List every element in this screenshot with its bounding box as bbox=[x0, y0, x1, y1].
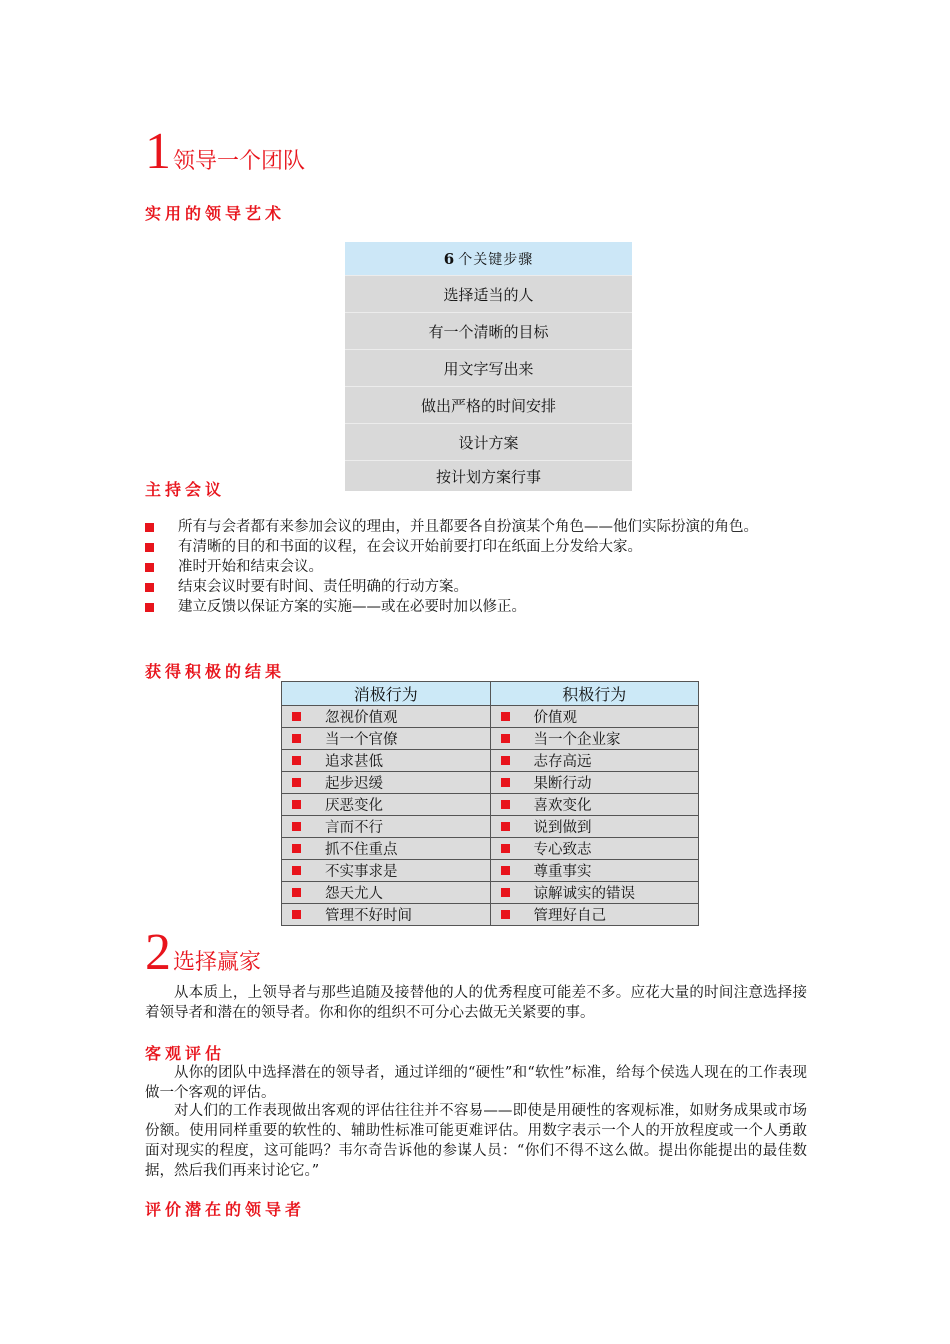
negative-behaviour-cell bbox=[282, 772, 491, 794]
red-square-bullet-icon bbox=[501, 712, 510, 721]
table-row bbox=[282, 750, 699, 772]
red-square-bullet-icon bbox=[501, 910, 510, 919]
step-item: 设计方案 bbox=[345, 423, 632, 460]
red-square-bullet-icon bbox=[145, 583, 154, 592]
behaviour-text: 抓不住重点 bbox=[325, 842, 398, 858]
intro-paragraph: 从本质上，上领导者与那些追随及接替他的人的优秀程度可能差不多。应花大量的时间注意选择接着领导者和潜在的领导者。你和你的组织不可分心去做无关紧要的事。 bbox=[145, 985, 807, 1021]
behaviour-text: 怨天尤人 bbox=[325, 886, 383, 902]
red-square-bullet-icon bbox=[501, 778, 510, 787]
key-steps-title: 个关键步骤 bbox=[458, 251, 534, 268]
negative-behaviour-cell bbox=[282, 706, 491, 728]
red-square-bullet-icon bbox=[501, 888, 510, 897]
table-row bbox=[282, 816, 699, 838]
list-item: 建立反馈以保证方案的实施——或在必要时加以修正。 bbox=[145, 597, 810, 617]
step-item: 按计划方案行事 bbox=[345, 460, 632, 491]
behaviour-text: 当一个官僚 bbox=[325, 732, 398, 748]
table-header-row bbox=[282, 682, 699, 706]
behaviour-text: 管理好自己 bbox=[533, 908, 606, 924]
step-item: 选择适当的人 bbox=[345, 275, 632, 312]
red-square-bullet-icon bbox=[292, 822, 301, 831]
red-square-bullet-icon bbox=[145, 543, 154, 552]
table-row bbox=[282, 860, 699, 882]
behaviour-text: 果断行动 bbox=[533, 776, 592, 792]
table-row bbox=[282, 706, 699, 728]
key-steps-count: 6 bbox=[443, 249, 456, 268]
negative-behaviour-cell bbox=[282, 860, 491, 882]
red-square-bullet-icon bbox=[292, 910, 301, 919]
positive-behaviour-cell bbox=[490, 838, 699, 860]
red-square-bullet-icon bbox=[292, 888, 301, 897]
table-row bbox=[282, 838, 699, 860]
list-item: 结束会议时要有时间、责任明确的行动方案。 bbox=[145, 577, 810, 597]
list-item: 所有与会者都有来参加会议的理由，并且都要各自扮演某个角色——他们实际扮演的角色。 bbox=[145, 517, 810, 537]
behaviour-text: 说到做到 bbox=[533, 820, 592, 836]
behaviour-text: 言而不行 bbox=[325, 820, 383, 836]
subheading-objective-evaluation: 客观评估 bbox=[145, 1044, 226, 1063]
chapter-number: 2 bbox=[145, 924, 171, 981]
negative-behaviour-cell bbox=[282, 750, 491, 772]
positive-behaviour-cell bbox=[490, 706, 699, 728]
key-steps-header bbox=[345, 242, 632, 275]
behaviour-table bbox=[281, 681, 699, 926]
red-square-bullet-icon bbox=[145, 523, 154, 532]
negative-behaviour-cell bbox=[282, 838, 491, 860]
chapter-title: 领导一个团队 bbox=[173, 149, 306, 174]
chapter-title: 选择赢家 bbox=[173, 950, 262, 975]
red-square-bullet-icon bbox=[145, 603, 154, 612]
behaviour-text: 不实事求是 bbox=[325, 864, 398, 880]
behaviour-text: 追求甚低 bbox=[325, 754, 383, 770]
chapter-1-heading bbox=[145, 123, 306, 180]
negative-behaviour-cell bbox=[282, 728, 491, 750]
step-item: 有一个清晰的目标 bbox=[345, 312, 632, 349]
behaviour-text: 志存高远 bbox=[533, 754, 592, 770]
red-square-bullet-icon bbox=[292, 844, 301, 853]
behaviour-table-body bbox=[282, 706, 699, 926]
paragraph: 对人们的工作表现做出客观的评估往往并不容易——即使是用硬性的客观标准，如财务成果或市场份额。使用同样重要的软性的、辅助性标准可能更难评估。用数字表示一个人的开放程度或一个人勇敢面对现实的程度，这可能吗？韦尔奇告诉他的参谋人员：“你们不得不这么做。提出你能提出的最佳数据，然后我们再来讨论它。” bbox=[145, 1103, 807, 1179]
red-square-bullet-icon bbox=[292, 712, 301, 721]
positive-behaviour-cell bbox=[490, 728, 699, 750]
table-row bbox=[282, 904, 699, 926]
chapter-2-heading bbox=[145, 924, 262, 981]
table-row bbox=[282, 882, 699, 904]
positive-behaviour-cell bbox=[490, 860, 699, 882]
subheading-run-meeting: 主持会议 bbox=[145, 480, 226, 499]
behaviour-text: 管理不好时间 bbox=[325, 908, 412, 924]
red-square-bullet-icon bbox=[292, 778, 301, 787]
negative-behaviour-cell bbox=[282, 794, 491, 816]
behaviour-text: 喜欢变化 bbox=[533, 798, 592, 814]
behaviour-text: 起步迟缓 bbox=[325, 776, 383, 792]
negative-behaviour-cell bbox=[282, 882, 491, 904]
red-square-bullet-icon bbox=[501, 866, 510, 875]
paragraph: 从你的团队中选择潜在的领导者，通过详细的“硬性”和“软性”标准，给每个侯选人现在的工作表现做一个客观的评估。 bbox=[145, 1065, 807, 1101]
positive-behaviour-cell bbox=[490, 794, 699, 816]
positive-behaviour-cell bbox=[490, 816, 699, 838]
meeting-points-list bbox=[145, 517, 810, 617]
table-row bbox=[282, 794, 699, 816]
list-item: 准时开始和结束会议。 bbox=[145, 557, 810, 577]
subheading-evaluate-leaders: 评价潜在的领导者 bbox=[145, 1200, 306, 1219]
table-row bbox=[282, 728, 699, 750]
positive-behaviour-cell bbox=[490, 882, 699, 904]
chapter-number: 1 bbox=[145, 123, 171, 180]
red-square-bullet-icon bbox=[292, 734, 301, 743]
behaviour-text: 尊重事实 bbox=[533, 864, 592, 880]
behaviour-text: 专心致志 bbox=[533, 842, 592, 858]
key-steps-box bbox=[345, 242, 632, 491]
step-item: 做出严格的时间安排 bbox=[345, 386, 632, 423]
red-square-bullet-icon bbox=[145, 563, 154, 572]
red-square-bullet-icon bbox=[501, 822, 510, 831]
red-square-bullet-icon bbox=[292, 800, 301, 809]
red-square-bullet-icon bbox=[501, 844, 510, 853]
red-square-bullet-icon bbox=[501, 756, 510, 765]
red-square-bullet-icon bbox=[292, 756, 301, 765]
red-square-bullet-icon bbox=[292, 866, 301, 875]
step-item: 用文字写出来 bbox=[345, 349, 632, 386]
positive-behaviour-cell bbox=[490, 750, 699, 772]
negative-behaviour-cell bbox=[282, 816, 491, 838]
behaviour-text: 价值观 bbox=[533, 710, 577, 726]
negative-behaviour-cell bbox=[282, 904, 491, 926]
behaviour-text: 厌恶变化 bbox=[325, 798, 383, 814]
red-square-bullet-icon bbox=[501, 800, 510, 809]
behaviour-text: 当一个企业家 bbox=[533, 732, 621, 748]
column-header-negative: 消极行为 bbox=[282, 682, 491, 706]
red-square-bullet-icon bbox=[501, 734, 510, 743]
behaviour-text: 谅解诚实的错误 bbox=[533, 886, 635, 902]
behaviour-text: 忽视价值观 bbox=[325, 710, 398, 726]
list-item: 有清晰的目的和书面的议程，在会议开始前要打印在纸面上分发给大家。 bbox=[145, 537, 810, 557]
column-header-positive: 积极行为 bbox=[490, 682, 699, 706]
positive-behaviour-cell bbox=[490, 772, 699, 794]
subheading-practical-leadership: 实用的领导艺术 bbox=[145, 204, 286, 223]
table-row bbox=[282, 772, 699, 794]
subheading-positive-results: 获得积极的结果 bbox=[145, 662, 286, 681]
positive-behaviour-cell bbox=[490, 904, 699, 926]
